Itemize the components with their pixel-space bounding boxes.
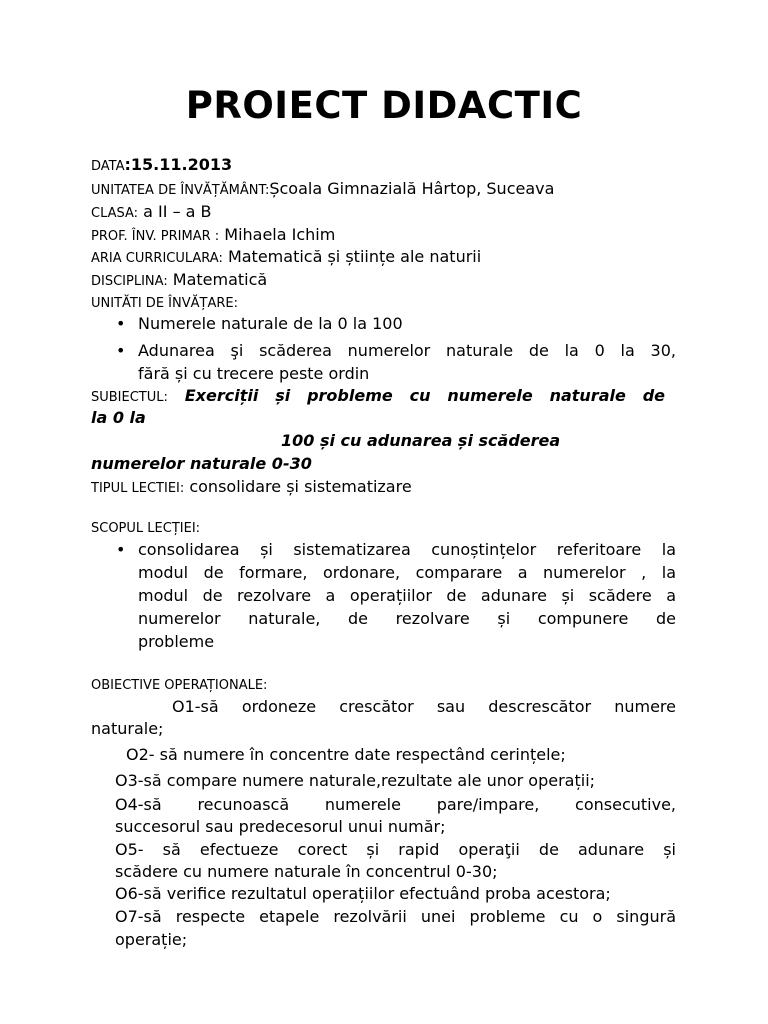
field-unitati [91, 292, 238, 314]
field-prof-value: Mihaela Ichim [219, 225, 336, 244]
bullet-icon: • [116, 314, 126, 333]
objective-o6: O6-să verifice rezultatul operațiilor efectuând proba acestora; [115, 884, 611, 903]
list-item-continuation: fără și cu trecere peste ordin [138, 364, 370, 383]
field-disciplina [91, 270, 267, 292]
field-unitatea [91, 179, 554, 201]
page-title: PROIECT DIDACTIC [185, 84, 583, 127]
scopul-line-3: modul de rezolvare a operațiilor de adunare și scădere a [138, 586, 676, 605]
field-unitatea-label: UNITATEA DE ÎNVĂȚĂMÂNT: [91, 183, 270, 198]
field-aria [91, 247, 481, 269]
field-unitatea-value: Școala Gimnazială Hârtop, Suceava [269, 179, 555, 198]
field-aria-label: ARIA CURRICULARA: [91, 251, 223, 266]
objective-o7: O7-să respecte etapele rezolvării unei probleme cu o singură [115, 907, 676, 926]
field-clasa-label: CLASA: [91, 206, 139, 221]
field-clasa-value: a II – a B [138, 202, 212, 221]
objective-o4: O4-să recunoască numerele pare/impare, consecutive, [115, 795, 676, 814]
field-data [91, 155, 232, 177]
objective-o1: O1-să ordoneze crescător sau descrescător numere [172, 697, 676, 716]
field-tipul [91, 477, 412, 499]
subiectul-text: Exerciții și probleme cu numerele naturale de [167, 386, 665, 405]
field-prof [91, 225, 335, 247]
obiective-heading [91, 674, 267, 696]
field-unitati-label: UNITĂTI DE ÎNVĂȚARE: [91, 296, 238, 311]
scopul-line-2: modul de formare, ordonare, comparare a numerelor , la [138, 563, 676, 582]
field-data-value: :15.11.2013 [124, 155, 233, 174]
scopul-label: SCOPUL LECȚIEI: [91, 521, 201, 536]
field-aria-value: Matematică și științe ale naturii [222, 247, 482, 266]
objective-o5: O5- să efectueze corect și rapid operaţii de adunare și [115, 840, 676, 859]
field-prof-label: PROF. ÎNV. PRIMAR : [91, 229, 220, 244]
field-disciplina-label: DISCIPLINA: [91, 274, 168, 289]
list-item: Numerele naturale de la 0 la 100 [138, 314, 403, 333]
objective-o3: O3-să compare numere naturale,rezultate ale unor operații; [115, 771, 596, 790]
scopul-line-4: numerelor naturale, de rezolvare și compunere de [138, 609, 676, 628]
bullet-icon: • [116, 341, 126, 360]
objective-o7-continuation: operație; [115, 930, 188, 949]
objective-o4-continuation: succesorul sau predecesorul unui număr; [115, 817, 446, 836]
scopul-heading [91, 517, 200, 539]
subiectul-line-1 [91, 386, 665, 408]
objective-o1-continuation: naturale; [91, 719, 164, 738]
list-item: Adunarea şi scăderea numerelor naturale de la 0 la 30, [138, 341, 676, 360]
subiectul-label: SUBIECTUL: [91, 390, 168, 405]
scopul-line-1: consolidarea și sistematizarea cunoștințelor referitoare la [138, 540, 676, 559]
field-tipul-label: TIPUL LECTIEI: [91, 481, 185, 496]
bullet-icon: • [116, 540, 126, 559]
objective-o2: O2- să numere în concentre date respectând cerințele; [126, 745, 566, 764]
objective-o5-continuation: scădere cu numere naturale în concentrul 0-30; [115, 862, 498, 881]
field-data-label: DATA [91, 159, 125, 174]
subiectul-line-3: 100 și cu adunarea și scăderea [281, 431, 561, 450]
obiective-label: OBIECTIVE OPERAȚIONALE: [91, 678, 268, 693]
subiectul-line-4: numerelor naturale 0-30 [91, 454, 312, 473]
scopul-line-5: probleme [138, 632, 215, 651]
field-clasa [91, 202, 212, 224]
subiectul-line-2: la 0 la [91, 408, 146, 427]
field-disciplina-value: Matematică [167, 270, 268, 289]
field-tipul-value: consolidare și sistematizare [184, 477, 412, 496]
